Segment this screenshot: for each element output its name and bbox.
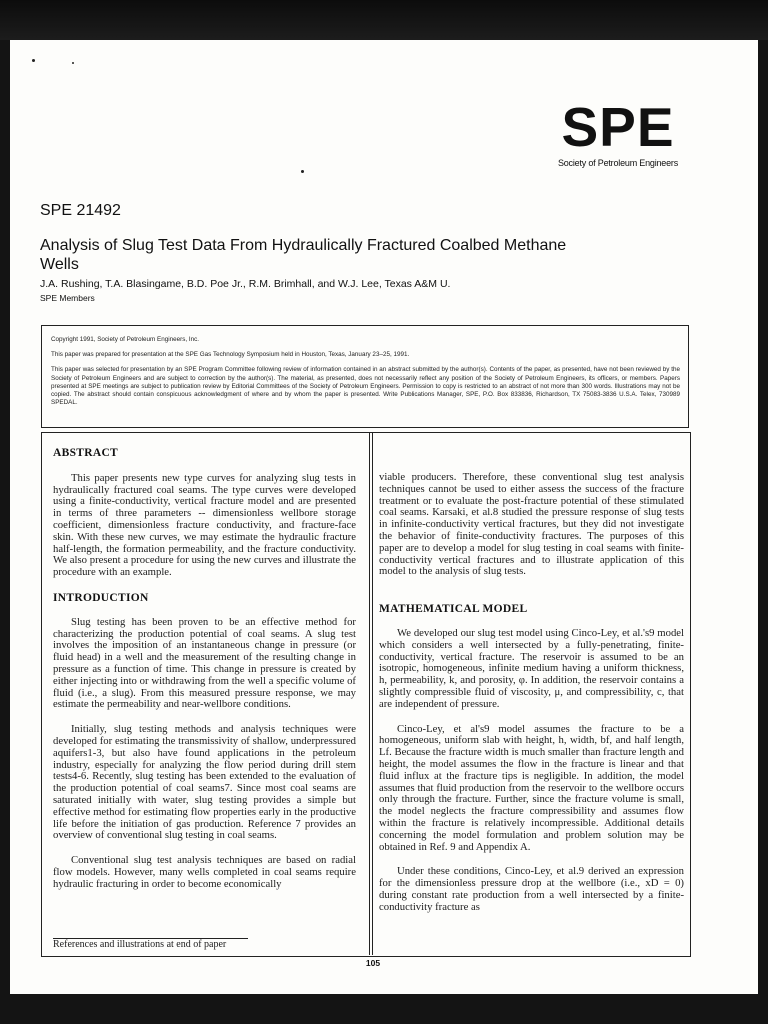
column-divider bbox=[369, 432, 370, 955]
abstract-heading: ABSTRACT bbox=[53, 447, 119, 459]
abstract-text: This paper presents new type curves for analyzing slug tests in hydraulically fractured coal seams. The type curves were developed using a finite-conductivity, vertical fracture model and are presented in terms of three parameters -- dimensionless wellbore storage coefficient, dimensionless fracture conductivity, and fracture-face skin. With these new curves, we may estimate the hydraulic fracture half-length, the formation permeability, and the fracture conductivity. We also present a procedure for using the new curves and illustrate the procedure with an example. bbox=[53, 471, 356, 579]
column-divider bbox=[372, 432, 373, 955]
spe-society-name: Society of Petroleum Engineers bbox=[557, 158, 679, 168]
spe-logo-mark: SPE bbox=[561, 96, 675, 158]
introduction-heading: INTRODUCTION bbox=[53, 591, 149, 604]
scan-speck bbox=[301, 170, 304, 173]
review-notice: This paper was selected for presentation by an SPE Program Committee following review of information contained in an abstract submitted by the author(s). Contents of the paper, as presented, have not been reviewed by the Society of Petroleum Engineers and are subject to correction by the author(s). The material, as presented, does not necessarily reflect any position of the Society of Petroleum Engineers, its officers, or members. Papers presented at SPE meetings are subject to publication review by Editorial Committees of the Society of Petroleum Engineers. Permission to copy is restricted to an abstract of not more than 300 words. Illustrations may not be copied. The abstract should contain conspicuous acknowledgment of where and by whom the paper is presented. Write Publications Manager, SPE, P.O. Box 833836, Richardson, TX 75083-3836 U.S.A. Telex, 730989 SPEDAL. bbox=[51, 366, 680, 407]
references-note: References and illustrations at end of paper bbox=[53, 939, 227, 950]
page-number: 105 bbox=[365, 958, 381, 968]
paper-title: Analysis of Slug Test Data From Hydraulically Fractured Coalbed Methane Wells bbox=[40, 237, 567, 273]
paper-number: SPE 21492 bbox=[40, 202, 121, 219]
math-model-heading: MATHEMATICAL MODEL bbox=[379, 603, 528, 616]
introduction-paragraph-4: viable producers. Therefore, these conventional slug test analysis techniques cannot be used to either assess the success of the fracture treatment or to evaluate the post-fracture potential of these stimulated coal seams. Karsaki, et al.8 studied the pressure response of slug tests in infinite-conductivity vertical fractures, but they did not investigate the behavior of finite-conductivity fractures. The purposes of this paper are to develop a model for slug testing in coal seams with finite-conductivity vertical fractures and to illustrate application of this model to the analysis of slug tests. bbox=[379, 471, 684, 578]
scan-border bbox=[0, 0, 768, 40]
presentation-line: This paper was prepared for presentation at the SPE Gas Technology Symposium held in Houston, Texas, January 23–25, 1991. bbox=[51, 351, 410, 359]
author-list: J.A. Rushing, T.A. Blasingame, B.D. Poe Jr., R.M. Brimhall, and W.J. Lee, Texas A&M U. bbox=[40, 278, 451, 290]
math-model-paragraph-2: Cinco-Ley, et al's9 model assumes the fracture to be a homogeneous, uniform slab with height, h, width, bf, and half length, Lf. Because the fracture width is much smaller than fracture length and height, the model assumes the flow in the fracture is linear and that fluid influx at the fracture tips is negligible. In addition, the model assumes that fluid production from the reservoir to the wellbore occurs only through the fracture. Further, since the fracture volume is small, the model neglects the fracture compressibility and assumes flow within the fracture is relatively incompressible. Additional details concerning the model formulation and problem solution may be obtained in Ref. 9 and Appendix A. bbox=[379, 722, 684, 853]
introduction-paragraph-3: Conventional slug test analysis techniques are based on radial flow models. However, many wells completed in coal seams require hydraulic fracturing in order to become economically bbox=[53, 854, 356, 890]
copyright-line: Copyright 1991, Society of Petroleum Engineers, Inc. bbox=[51, 336, 200, 343]
author-note: SPE Members bbox=[40, 293, 95, 303]
copyright-notice-box bbox=[41, 325, 689, 428]
scan-speck bbox=[32, 59, 35, 62]
introduction-paragraph-2: Initially, slug testing methods and analysis techniques were developed for estimating the transmissivity of shallow, underpressured aquifers1-3, but also have found applications in the petroleum industry, especially for analyzing the flow period during drill stem tests4-6. Recently, slug testing has been extended to the evaluation of the production potential of coal seams7. Since most coal seams are saturated initially with water, slug testing provides a simple but effective method for estimating flow properties early in the productive life before the initiation of gas production. Reference 7 provides an overview of conventional slug testing in coal seams. bbox=[53, 723, 356, 842]
math-model-paragraph-1: We developed our slug test model using Cinco-Ley, et al.'s9 model which considers a well intersected by a fully-penetrating, finite-conductivity, vertical fracture. The reservoir is assumed to be an isotropic, homogeneous, infinite medium having a uniform thickness, h, permeability, k, and porosity, φ. In addition, the reservoir contains a slightly compressible fluid of viscosity, μ, and compressibility, c, that are independent of pressure. bbox=[379, 626, 684, 710]
math-model-paragraph-3: Under these conditions, Cinco-Ley, et al.9 derived an expression for the dimensionless pressure drop at the wellbore (i.e., xD = 0) during constant rate production from a well intersected by a finite-conductivity fracture as bbox=[379, 865, 684, 913]
scan-speck bbox=[72, 62, 74, 64]
spe-logo bbox=[538, 96, 698, 168]
introduction-paragraph-1: Slug testing has been proven to be an effective method for characterizing the production potential of coal seams. A slug test involves the imposition of an instantaneous change in pressure (or fluid head) in a well and the measurement of the resulting change in pressure as a function of time. This change in pressure is created by either injecting into or withdrawing from the well a specific volume of fluid (i.e., a slug). From this measured pressure response, we may estimate the permeability and near-wellbore conditions. bbox=[53, 615, 356, 711]
left-column bbox=[53, 448, 356, 891]
right-column bbox=[379, 472, 684, 914]
